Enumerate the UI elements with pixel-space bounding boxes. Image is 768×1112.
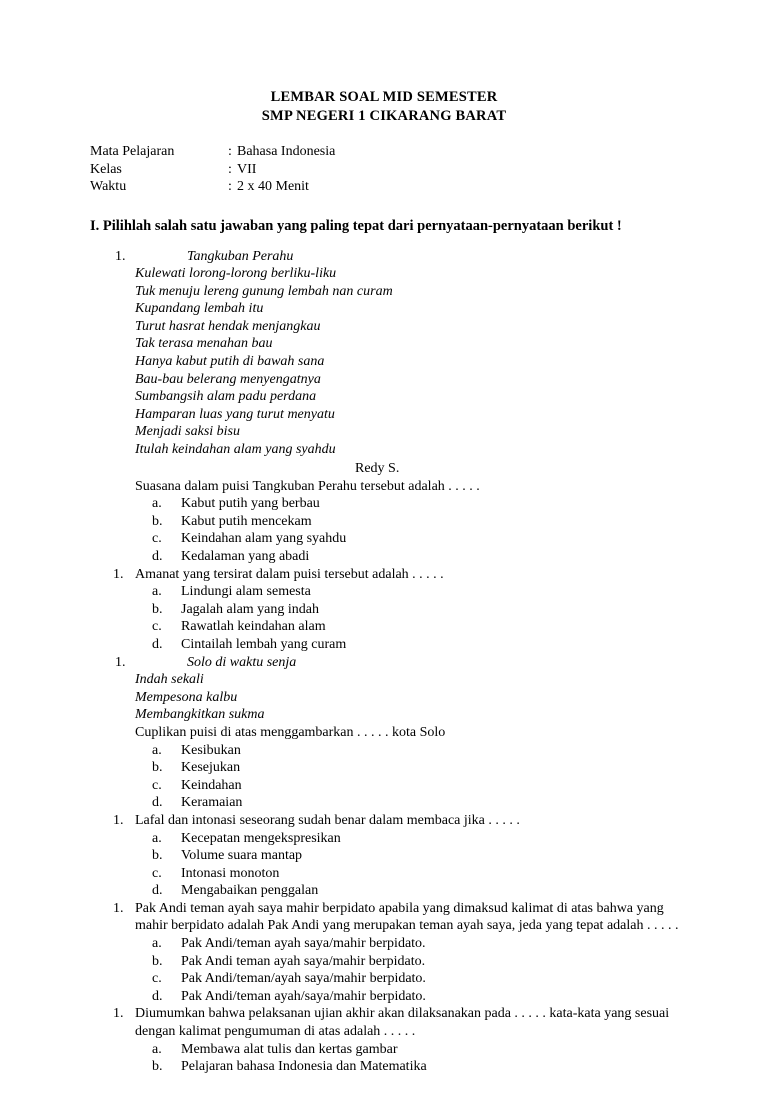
meta-label: Waktu: [90, 179, 127, 194]
option-text: Keindahan: [181, 777, 242, 793]
poem-line: Indah sekali: [135, 672, 204, 688]
option-item[interactable]: [152, 530, 690, 548]
poem-line: Hamparan luas yang turut menyatu: [135, 406, 335, 422]
option-list: [152, 583, 690, 653]
option-item[interactable]: [152, 742, 690, 760]
poem-line: Mempesona kalbu: [135, 689, 238, 705]
option-letter: a.: [152, 584, 162, 600]
poem-line: Kulewati lorong-lorong berliku-liku: [135, 266, 337, 282]
poem-line: Sumbangsih alam padu perdana: [135, 389, 317, 405]
question-text: Suasana dalam puisi Tangkuban Perahu tersebut adalah . . . . .: [135, 478, 480, 494]
option-list: [152, 1041, 690, 1076]
meta-row: [90, 143, 768, 161]
meta-separator: :: [228, 179, 232, 194]
poem-title: Tangkuban Perahu: [187, 248, 294, 264]
question-number: 1.: [113, 900, 124, 916]
question-number: 1.: [113, 1006, 124, 1022]
meta-value: Bahasa Indonesia: [237, 144, 336, 159]
poem-title: Solo di waktu senja: [187, 654, 297, 670]
question-text: Cuplikan puisi di atas menggambarkan . . . . . kota Solo: [135, 724, 446, 740]
option-item[interactable]: [152, 988, 690, 1006]
option-text: Kecepatan mengekspresikan: [181, 830, 341, 846]
meta-value: 2 x 40 Menit: [237, 179, 309, 194]
document-page: [0, 88, 768, 1112]
option-letter: b.: [152, 1059, 163, 1075]
option-item[interactable]: [152, 794, 690, 812]
option-letter: c.: [152, 777, 162, 793]
poem-line: Turut hasrat hendak menjangkau: [135, 318, 321, 334]
meta-row: [90, 178, 768, 196]
option-item[interactable]: [152, 548, 690, 566]
option-text: Pak Andi/teman/ayah saya/mahir berpidato.: [181, 971, 426, 987]
option-text: Pak Andi/teman ayah/saya/mahir berpidato.: [181, 988, 426, 1004]
poem-line: Hanya kabut putih di bawah sana: [135, 354, 325, 370]
option-text: Pelajaran bahasa Indonesia dan Matematika: [181, 1059, 427, 1075]
option-text: Keindahan alam yang syahdu: [181, 531, 347, 547]
meta-separator: :: [228, 161, 232, 177]
option-letter: c.: [152, 531, 162, 547]
option-item[interactable]: [152, 618, 690, 636]
question-item: [0, 248, 768, 566]
option-text: Intonasi monoton: [181, 865, 280, 881]
option-text: Mengabaikan penggalan: [181, 883, 319, 899]
option-item[interactable]: [152, 777, 690, 795]
option-letter: d.: [152, 795, 163, 811]
option-item[interactable]: [152, 865, 690, 883]
option-text: Cintailah lembah yang curam: [181, 636, 347, 652]
question-item: [0, 654, 768, 812]
question-item: [0, 1005, 768, 1075]
option-list: [152, 830, 690, 900]
poem-line: Kupandang lembah itu: [135, 301, 264, 317]
option-text: Kabut putih yang berbau: [181, 496, 320, 512]
option-letter: b.: [152, 953, 163, 969]
meta-separator: :: [228, 144, 232, 159]
option-letter: a.: [152, 936, 162, 952]
option-item[interactable]: [152, 1058, 690, 1076]
question-text: Lafal dan intonasi seseorang sudah benar dalam membaca jika . . . . .: [135, 812, 520, 828]
option-item[interactable]: [152, 601, 690, 619]
question-number: 1.: [115, 248, 126, 264]
poem-line: Tuk menuju lereng gunung lembah nan curam: [135, 283, 393, 299]
option-letter: a.: [152, 830, 162, 846]
option-text: Rawatlah keindahan alam: [181, 619, 326, 635]
option-text: Keramaian: [181, 795, 243, 811]
option-letter: d.: [152, 636, 163, 652]
poem-author: Redy S.: [355, 460, 400, 476]
option-letter: b.: [152, 848, 163, 864]
instruction-text: I. Pilihlah salah satu jawaban yang paling tepat dari pernyataan-pernyataan berikut !: [90, 217, 622, 234]
header-title-line2: SMP NEGERI 1 CIKARANG BARAT: [261, 108, 507, 124]
option-item[interactable]: [152, 935, 690, 953]
poem-line: Bau-bau belerang menyengatnya: [135, 371, 321, 387]
poem-line: Membangkitkan sukma: [135, 707, 265, 723]
document-header: [0, 88, 768, 126]
option-letter: c.: [152, 865, 162, 881]
option-item[interactable]: [152, 1041, 690, 1059]
option-text: Lindungi alam semesta: [181, 584, 311, 600]
option-letter: a.: [152, 496, 162, 512]
header-title-line1: LEMBAR SOAL MID SEMESTER: [270, 89, 498, 105]
option-letter: c.: [152, 619, 162, 635]
poem-line: Menjadi saksi bisu: [135, 424, 240, 440]
option-text: Pak Andi/teman ayah saya/mahir berpidato.: [181, 936, 426, 952]
question-number: 1.: [115, 654, 126, 670]
question-number: 1.: [113, 566, 124, 582]
question-item: [0, 566, 768, 654]
option-item[interactable]: [152, 513, 690, 531]
option-item[interactable]: [152, 847, 690, 865]
question-list: [0, 248, 768, 1076]
question-text: Pak Andi teman ayah saya mahir berpidato apabila yang dimaksud kalimat di atas bahwa yang mahir berpidato adalah Pak Andi yang merupakan teman ayah saya, jeda yang tepat adalah . . . . .: [135, 900, 679, 934]
meta-label: Kelas: [90, 161, 122, 177]
option-item[interactable]: [152, 970, 690, 988]
option-text: Jagalah alam yang indah: [181, 601, 320, 617]
option-letter: d.: [152, 549, 163, 564]
option-item[interactable]: [152, 636, 690, 654]
option-list: [152, 935, 690, 1005]
option-letter: d.: [152, 883, 163, 899]
meta-row: [90, 161, 768, 179]
option-text: Membawa alat tulis dan kertas gambar: [181, 1041, 398, 1057]
option-text: Kabut putih mencekam: [181, 513, 312, 529]
option-letter: d.: [152, 988, 163, 1004]
option-letter: a.: [152, 742, 162, 758]
poem-line: Tak terasa menahan bau: [135, 336, 273, 352]
option-item[interactable]: [152, 583, 690, 601]
exam-metadata: [90, 143, 768, 196]
question-item: [0, 812, 768, 900]
meta-label: Mata Pelajaran: [90, 144, 175, 159]
question-text: Diumumkan bahwa pelaksanan ujian akhir akan dilaksanakan pada . . . . . kata-kata yang sesuai dengan kalimat pengumuman di atas adalah . . . . .: [135, 1006, 670, 1040]
meta-value: VII: [237, 161, 257, 177]
option-text: Kesibukan: [181, 742, 241, 758]
option-letter: a.: [152, 1041, 162, 1057]
option-letter: b.: [152, 601, 163, 617]
option-text: Kesejukan: [181, 760, 241, 776]
option-list: [152, 742, 690, 812]
option-item[interactable]: [152, 882, 690, 900]
option-text: Volume suara mantap: [181, 848, 303, 864]
option-list: [152, 495, 690, 565]
question-text: Amanat yang tersirat dalam puisi tersebut adalah . . . . .: [135, 566, 444, 582]
question-number: 1.: [113, 812, 124, 828]
option-letter: c.: [152, 971, 162, 987]
option-item[interactable]: [152, 759, 690, 777]
option-text: Kedalaman yang abadi: [181, 549, 310, 564]
option-item[interactable]: [152, 495, 690, 513]
option-item[interactable]: [152, 953, 690, 971]
option-letter: b.: [152, 513, 163, 529]
poem-line: Itulah keindahan alam yang syahdu: [135, 442, 336, 458]
option-letter: b.: [152, 760, 163, 776]
option-text: Pak Andi teman ayah saya/mahir berpidato.: [181, 953, 426, 969]
option-item[interactable]: [152, 830, 690, 848]
question-item: [0, 900, 768, 1006]
